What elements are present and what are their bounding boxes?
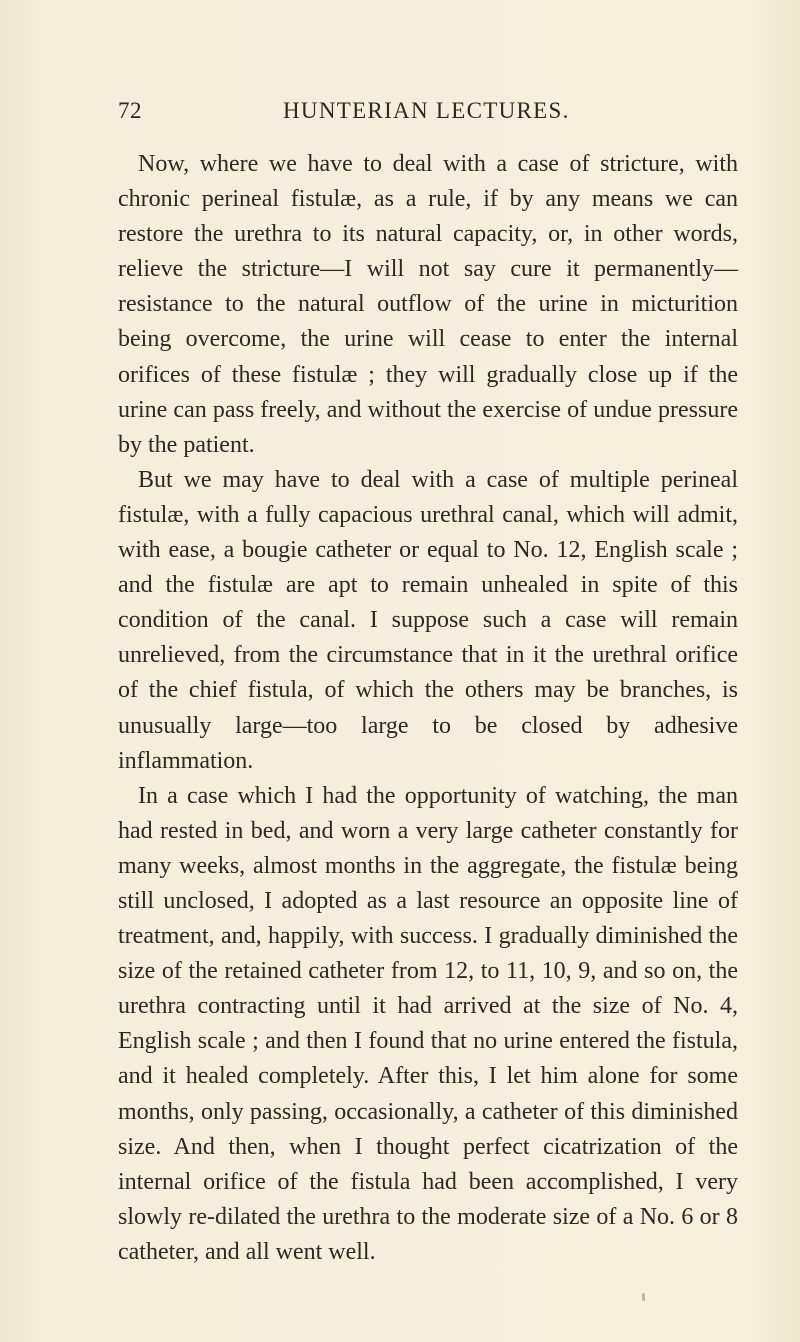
body-text <box>118 147 738 1270</box>
page-number: 72 <box>118 98 142 123</box>
paragraph-stricture-fistulae: Now, where we have to deal with a case of stricture, with chronic perineal fistulæ, as a rule, if by any means we can restore the urethra to its natural capacity, or, in other words, relieve the stricture—I will not say cure it permanently—resistance to the natural outflow of the urine in micturition being overcome, the urine will cease to enter the internal orifices of these fistulæ ; they will gradually close up if the urine can pass freely, and without the exercise of undue pressure by the patient. <box>118 151 738 458</box>
running-head <box>118 98 738 132</box>
paragraph-multiple-fistulae: But we may have to deal with a case of multiple perineal fistulæ, with a fully capacious urethral canal, which will admit, with ease, a bougie catheter or equal to No. 12, English scale ; and the fistulæ are apt to remain unhealed in spite of this condition of the canal. I suppose such a case will remain unrelieved, from the circumstance that in it the urethral orifice of the chief fistula, of which the others may be branches, is unusually large—too large to be closed by adhesive inflammation. <box>118 466 738 774</box>
paper-speck <box>642 1293 645 1301</box>
running-title: HUNTERIAN LECTURES. <box>283 98 570 123</box>
paragraph-case-report: In a case which I had the opportunity of watching, the man had rested in bed, and worn a very large catheter constantly for many weeks, almost months in the aggregate, the fistulæ being still unclosed, I adopted as a last resource an opposite line of treatment, and, happily, with success. I gradually diminished the size of the retained catheter from 12, to 11, 10, 9, and so on, the urethra contracting until it had arrived at the size of No. 4, English scale ; and then I found that no urine entered the fistula, and it healed completely. After this, I let him alone for some months, only passing, occasionally, a catheter of this diminished size. And then, when I thought perfect cicatrization of the internal orifice of the fistula had been accomplished, I very slowly re-dilated the urethra to the moderate size of a No. 6 or 8 catheter, and all went well. <box>118 782 738 1265</box>
